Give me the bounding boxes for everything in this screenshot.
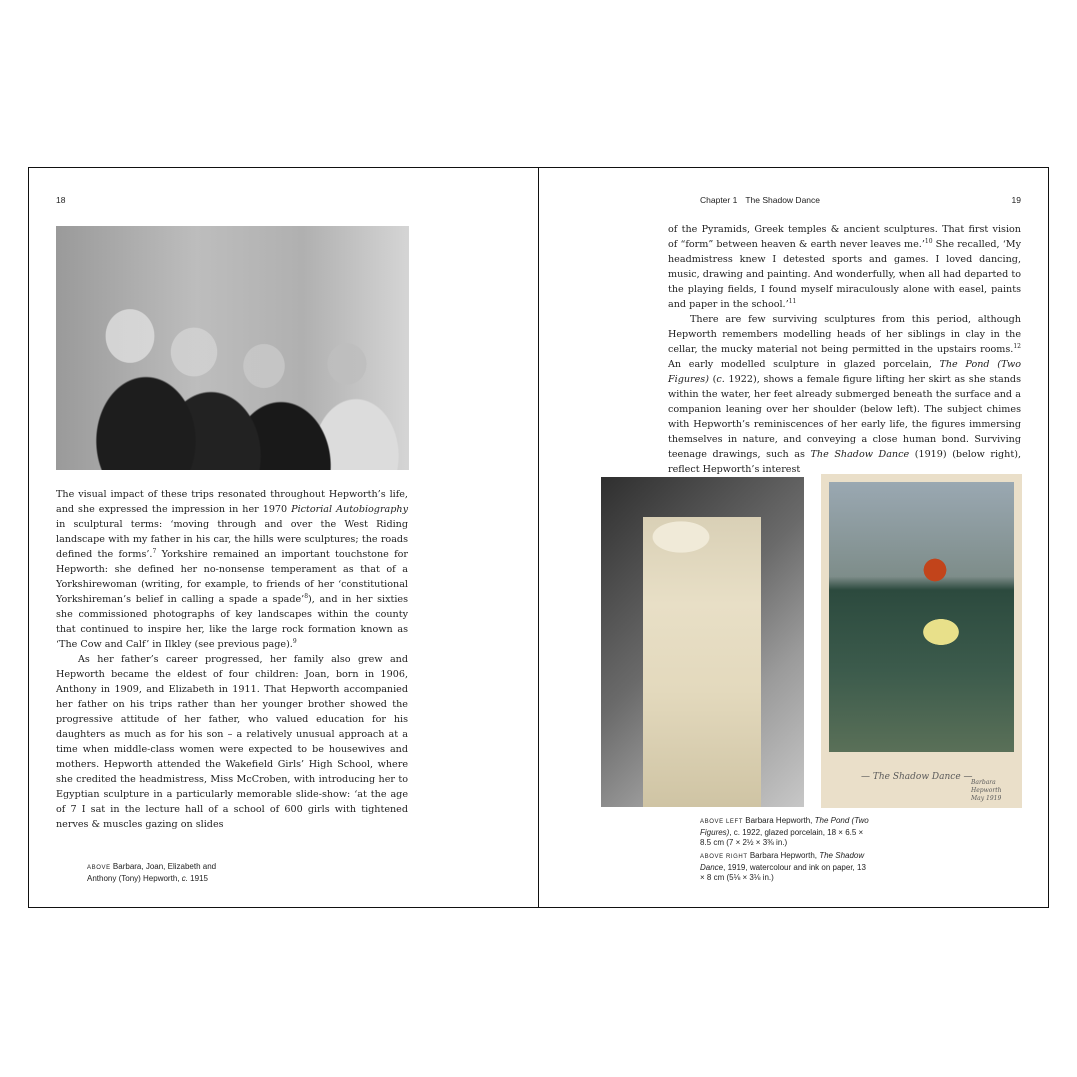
caption-artist: Barbara Hepworth,: [745, 816, 815, 825]
artwork-title: The Shadow Dance: [810, 449, 910, 460]
caption-text: Barbara, Joan, Elizabeth and Anthony (Tony) Hepworth,: [87, 862, 217, 883]
paragraph: As her father’s career progressed, her family also grew and Hepworth became the eldest of four children: Joan, born in 1906, Anthony in 1909, and Elizabeth in 1911. That Hepworth accompanied her father on his trips rather than her younger brother showed the progressive attitude of her father, who valued education for his daughters as much as for his son – a relatively unusual approach at a time when middle-class women were expected to be housewives and mothers. Hepworth attended the Wakefield Girls’ High School, where she credited the headmistress, Miss McCroben, with introducing her to Egyptian sculpture in a particularly memorable slide-show: ‘at the age of 7 I sat in the lecture hall of a school of 600 girls with tightened nerves & muscles gazing on slides: [56, 654, 408, 830]
caption-details: , c. 1922, glazed porcelain, 18 × 6.5 × 8.5 cm (7 × 2½ × 3⅜ in.): [700, 827, 864, 847]
right-body-text: [668, 222, 1021, 477]
text-run: She recalled, ‘My headmistress knew I detested sports and games. I loved dancing, music, drawing and painting. And wonderfully, when all had departed to the playing fields, I found myself miraculously alone with easel, paints and paper in the school.’: [668, 239, 1021, 310]
text-run: ), and in her sixties she commissioned photographs of key landscapes within the county that continued to inspire her, like the large rock formation known as ‘The Cow and Calf’ in Ilkley (see previous page).: [56, 594, 409, 650]
hepworth-children-photo: [56, 226, 409, 470]
circa: c.: [716, 374, 725, 385]
caption-lead: ABOVE RIGHT: [700, 854, 748, 860]
photo-caption: [87, 862, 247, 884]
text-run: of the Pyramids, Greek temples & ancient sculptures. That first vision of “form” between heaven & earth never leaves me.’: [668, 224, 1021, 250]
artist-signature: Barbara Hepworth May 1919: [971, 779, 1002, 802]
footnote-ref: 10: [924, 237, 933, 245]
footnote-ref: 12: [1013, 342, 1021, 350]
shadow-dance-caption: [700, 851, 870, 884]
running-head: [700, 195, 820, 205]
pond-caption: [700, 816, 870, 849]
book-title: Pictorial Autobiography: [291, 504, 408, 515]
page-number: 18: [56, 195, 66, 205]
paragraph: [668, 312, 1021, 477]
paragraph: [56, 487, 408, 652]
text-run: (: [708, 374, 717, 385]
text-run: The visual impact of these trips resonated throughout Hepworth’s life, and she expressed the impression in her 1970: [56, 489, 408, 515]
footnote-ref: 7: [152, 547, 157, 555]
caption-year: 1915: [187, 873, 208, 883]
caption-title: The Shadow Dance: [700, 851, 865, 872]
caption-title: The Pond (Two Figures): [700, 816, 869, 837]
artwork-title: The Pond (Two Figures): [668, 359, 1021, 385]
text-run: in sculptural terms: ‘moving through and over the West Riding landscape with my father in his car, the hills were sculptures; the roads defined the forms’.: [56, 519, 408, 560]
text-run: Yorkshire remained an important touchstone for Hepworth: she defined her no-nonsense temperament as that of a Yorkshirewoman (writing, for example, to friends of her ‘constitutional Yorkshireman’s belief in calling a spade a spade’: [56, 549, 408, 605]
text-run: An early modelled sculpture in glazed porcelain,: [668, 359, 940, 370]
right-page: [538, 167, 1049, 908]
left-page: [28, 167, 539, 908]
caption-lead: ABOVE: [87, 865, 111, 871]
text-run: 1922), shows a female figure lifting her skirt as she stands within the water, her feet already submerged beneath the surface and a companion leaning over her shoulder (below left). The subject chimes with Hepworth’s reminiscences of her early life, the figures immersing themselves in nature, and conveying a close human bond. Surviving teenage drawings, such as: [668, 374, 1021, 460]
caption-artist: Barbara Hepworth,: [749, 851, 820, 860]
footnote-ref: 11: [788, 297, 797, 305]
pond-sculpture-photo: [601, 477, 804, 807]
left-body-text: [56, 487, 408, 832]
chapter-title: The Shadow Dance: [745, 195, 821, 205]
page-number: 19: [1011, 195, 1021, 205]
caption-circa: c.: [181, 873, 188, 883]
text-run: There are few surviving sculptures from this period, although Hepworth remembers modelling heads of her siblings in clay in the cellar, the mucky material not being permitted in the upstairs rooms.: [668, 314, 1021, 355]
footnote-ref: 9: [292, 637, 297, 645]
text-run: (1919) (below right), reflect Hepworth’s interest: [668, 449, 1021, 475]
artwork-inscription: — The Shadow Dance —: [861, 772, 973, 782]
caption-details: , 1919, watercolour and ink on paper, 13 × 8 cm (5⅛ × 3⅛ in.): [700, 862, 866, 882]
footnote-ref: 8: [304, 592, 309, 600]
shadow-dance-artwork: [821, 474, 1022, 808]
caption-lead: ABOVE LEFT: [700, 819, 744, 825]
watercolour-painting: [829, 482, 1014, 752]
paragraph: [668, 222, 1021, 312]
chapter-label: Chapter 1: [700, 195, 738, 205]
